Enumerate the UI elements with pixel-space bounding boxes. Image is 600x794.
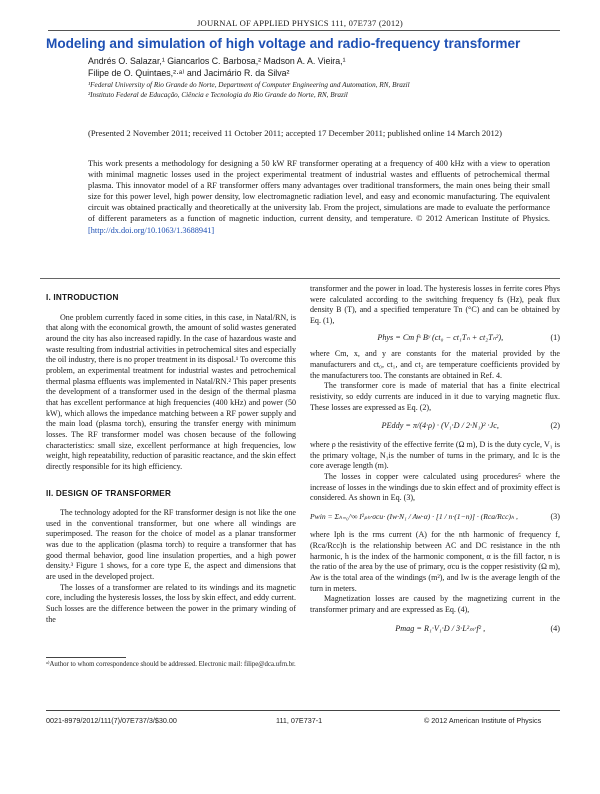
equation-2-row: [310, 421, 560, 432]
right-paragraph-6: where Iph is the rms current (A) for the nth harmonic of frequency f, (Rca/Rcc)h is the relationship between AC and DC resistance in the nth harmonic, h is the index of the harmonic component, α is the fill factor, n is the ratio of the area by the use of primary, σcu is the copper resistivity (Ω m), Aw is the total area of the windings (m²), and Iw is the average length of the turn in meters.: [310, 530, 560, 593]
right-paragraph-7: Magnetization losses are caused by the magnetizing current in the transformer primary and are expressed as Eq. (4),: [310, 594, 560, 615]
right-column: [310, 284, 560, 634]
left-column: [46, 293, 296, 625]
design-paragraph-2: The losses of a transformer are related to its windings and its magnetic core, including the hysteresis losses, the loss by skin effect, and eddy current. Such losses are the difference between the power in the primary winding of the: [46, 582, 296, 624]
authors-line-1: Andrés O. Salazar,¹ Giancarlos C. Barbosa,² Madson A. A. Vieira,¹: [88, 56, 346, 66]
doi-link[interactable]: [http://dx.doi.org/10.1063/1.3688941]: [88, 225, 215, 235]
equation-1-row: [310, 333, 560, 344]
abstract-separator: [40, 278, 560, 279]
footer-issn: 0021-8979/2012/111(7)/07E737/3/$30.00: [46, 716, 177, 725]
section-heading-introduction: I. INTRODUCTION: [46, 293, 119, 302]
design-paragraph-1: The technology adopted for the RF transformer design is not like the one used in the conventional transformer, but one where all windings are superimposed. The reason for the choice of model as a planar transformer was due to the application (plasma torch) to require a transformer that has good thermal behavior, good line insulation properties, and a high power density.³ Figure 1 shows, for a core type E, the aspect and dimensions that are used in the developed project.: [46, 508, 296, 582]
equation-3-row: [310, 512, 560, 523]
authors-line-2: Filipe de O. Quintaes,²·ᵃ⁾ and Jacimário R. da Silva²: [88, 68, 290, 78]
footer-copyright: © 2012 American Institute of Physics: [424, 716, 542, 725]
equation-4-number: (4): [550, 623, 560, 633]
header-rule: [48, 30, 560, 31]
equation-2-number: (2): [550, 421, 560, 431]
equation-3-number: (3): [550, 511, 560, 521]
equation-3: Pwin = Σₕ₌₀^∞ I²ₚₕ·σcu· (Iw·N₁ / Aw·α) · [1 / n·(1−n)] · (Rca/Rcc)ₕ ,: [310, 511, 518, 521]
section-heading-design: II. DESIGN OF TRANSFORMER: [46, 488, 172, 498]
right-paragraph-1: transformer and the power in load. The hysteresis losses in ferrite cores Phys were calculated according to the switching frequency fs (Hz), peak flux density B (T), and a specified temperature Tn (°C) and can be obtained by Eq. (1),: [310, 284, 560, 325]
affiliation-2: ²Instituto Federal de Educação, Ciência e Tecnologia do Rio Grande do Norte, RN, Brazil: [88, 91, 348, 99]
footnote-rule: [46, 657, 126, 658]
abstract-text: This work presents a methodology for designing a 50 kW RF transformer operating at a frequency of 400 kHz with a view to operation with minimal magnetic losses used in the project experimental treatment of industrial wastes and effluents of petrochemical thermal plasma. This innovator model of a RF transformer offers many advantages over traditional transformers, the main ones being their small size for this power level, high power density, low electromagnetic radiation level, and easy and economic manufacturing. The equivalent circuit was obtained practically and theoretically at the university lab. From the project, simulations are made to evaluate the performance of different parameters as a function of magnetic induction, current density, and temperature. © 2012 American Institute of Physics.: [88, 159, 550, 224]
equation-4: Pmag = R₁·V₁·D / 3·L²ₘ·f² ,: [395, 623, 486, 633]
equation-1-number: (1): [550, 332, 560, 342]
running-head: JOURNAL OF APPLIED PHYSICS 111, 07E737 (2012): [197, 18, 403, 28]
correspondence-footnote: ᵃ⁾Author to whom correspondence should be addressed. Electronic mail: filipe@dca.ufrn.br.: [46, 661, 296, 668]
equation-4-row: [310, 624, 560, 635]
intro-paragraph: One problem currently faced in some cities, in this case, in Natal/RN, is that along with the economical growth, the amount of solid wastes generated around the city has also increased rapidly. In the case of hazardous waste and waste resulting from industrial activities in petrochemical sites and especially the oil industry, there is no proper treatment in its disposal.¹ To overcome this problem, an experimental treatment for industrial wastes and petrochemical thermal plasma effluents was implemented in Natal/RN.² This paper presents the development of a transformer used in the design of the thermal plasma that has excellent performance at high frequencies (400 kHz) and power (50 kW), which allows the impedance matching between a RF power supply and the main load (plasma torch), ensuring the transfer energy with minimum losses. The RF transformer model was chosen because of the following characteristics: small size, excellent performance at high frequencies, low weight, high repeatability, reduction of parasitic reactance, and the skin effect directly responsible for its high efficiency.: [46, 312, 296, 471]
right-paragraph-5: The losses in copper were calculated using procedures⁵ where the increase of losses in the windings due to skin effect and of proximity effect is considered. As shown in Eq. (3),: [310, 471, 560, 503]
footer-rule: [46, 710, 560, 711]
right-paragraph-2: where Cm, x, and y are constants for the material provided by the manufacturers and ct₀, ct₁, and ct₂ are temperature coefficients provided by the manufacturers too. The constants are obtained in Ref. 4.: [310, 349, 560, 380]
equation-2: PEddy = π/(4·ρ) · (V₁·D / 2·N₁)² ·Jc,: [381, 421, 499, 431]
right-paragraph-4: where ρ the resistivity of the effective ferrite (Ω m), D is the duty cycle, V₁ is the primary voltage, N₁is the number of turns in the primary, and Ic is the core average length (m).: [310, 439, 560, 471]
paper-title: Modeling and simulation of high voltage and radio-frequency transformer: [46, 36, 521, 51]
affiliation-1: ¹Federal University of Rio Grande do Norte, Department of Computer Engineering and Automation, RN, Brazil: [88, 81, 410, 89]
right-paragraph-3: The transformer core is made of material that has a finite electrical resistivity, so eddy currents are induced in it due to varying magnetic flux. These losses are expressed as Eq. (2),: [310, 381, 560, 412]
equation-1: Phys = Cm fˣ Bʸ (ct₀ − ct₁Tₙ + ct₂Tₙ²),: [377, 332, 504, 342]
footer-page-number: 111, 07E737-1: [276, 716, 323, 725]
received-dates: (Presented 2 November 2011; received 11 October 2011; accepted 17 December 2011; published online 14 March 2012): [88, 128, 502, 138]
abstract: [88, 158, 550, 236]
